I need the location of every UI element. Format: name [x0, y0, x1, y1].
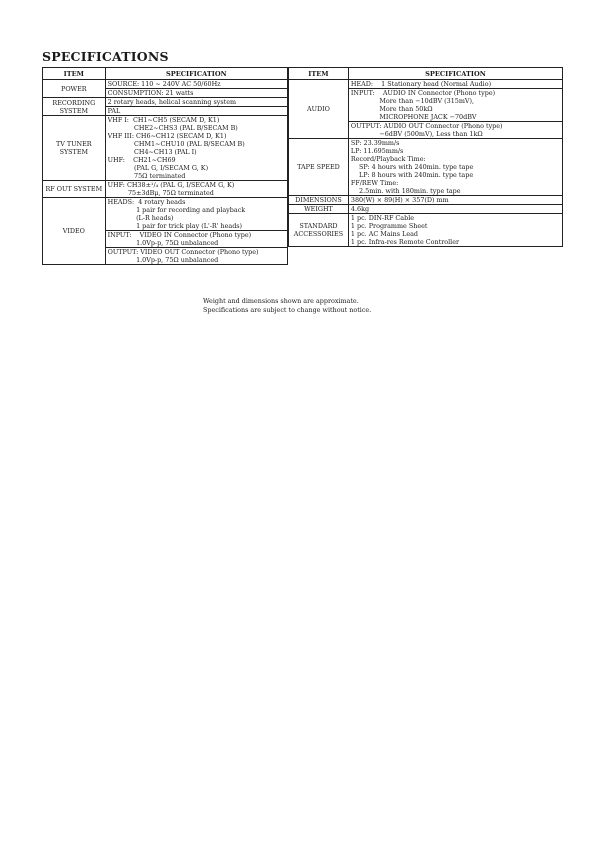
spec-line: 1 pc. Infra-res Remote Controller	[350, 238, 460, 246]
spec-line: 1 pc. AC Mains Lead	[350, 230, 419, 238]
spec-line: HEAD: 1 Stationary head (Normal Audio)	[350, 80, 492, 88]
item-cell-tape-speed: TAPE SPEED	[289, 139, 349, 196]
spec-line: INPUT: VIDEO IN Connector (Phono type)	[107, 231, 252, 239]
page-title: SPECIFICATIONS	[42, 49, 169, 64]
spec-line: UHF: CH38±¹/₄ (PAL G, I/SECAM G, K)	[107, 181, 235, 189]
footnotes	[203, 297, 371, 315]
item-cell-power: POWER	[43, 80, 106, 98]
spec-cell	[105, 181, 287, 198]
spec-line: VHF I: CH1~CH5 (SECAM D, K1)	[107, 116, 220, 124]
column-header-specification: SPECIFICATION	[348, 68, 562, 80]
spec-line: 1.0Vp-p, 75Ω unbalanced	[107, 256, 219, 264]
item-cell-weight: WEIGHT	[289, 205, 349, 214]
spec-line: 1 pair for trick play (L'-R' heads)	[107, 222, 243, 230]
spec-line: Record/Playback Time:	[350, 155, 426, 163]
footnote: Specifications are subject to change without notice.	[203, 306, 372, 314]
spec-table-left	[42, 67, 288, 265]
spec-line: (L-R heads)	[107, 214, 174, 222]
spec-line: 75Ω terminated	[107, 172, 186, 180]
table-row	[289, 80, 563, 89]
spec-cell	[348, 205, 562, 214]
spec-line: INPUT: AUDIO IN Connector (Phono type)	[350, 89, 496, 97]
spec-line: 75±3dBμ, 75Ω terminated	[107, 189, 214, 197]
spec-line: More than −10dBV (315mV),	[350, 97, 475, 105]
spec-cell	[105, 231, 287, 248]
spec-cell	[105, 198, 287, 231]
spec-line: 1.0Vp-p, 75Ω unbalanced	[107, 239, 219, 247]
column-header-item: ITEM	[43, 68, 106, 80]
spec-cell	[105, 107, 287, 116]
spec-line: SP: 23.39mm/s	[350, 139, 400, 147]
spec-cell	[348, 139, 562, 196]
table-row	[289, 196, 563, 205]
footnote: Weight and dimensions shown are approximate.	[203, 297, 359, 305]
spec-table-right	[288, 67, 563, 247]
spec-cell	[348, 80, 562, 89]
spec-line: MICROPHONE JACK −70dBV	[350, 113, 477, 121]
spec-line: CH4~CH13 (PAL I)	[107, 148, 197, 156]
table-row	[289, 214, 563, 247]
item-cell-standard-accessories: STANDARD ACCESSORIES	[289, 214, 349, 247]
spec-line: HEADS: 4 rotary heads	[107, 198, 186, 206]
spec-line: 2 rotary heads, helical scanning system	[107, 98, 237, 106]
column-header-item: ITEM	[289, 68, 349, 80]
spec-line: CHE2~CHS3 (PAL B/SECAM B)	[107, 124, 238, 132]
spec-line: 2.5min. with 180min. type tape	[350, 187, 461, 195]
spec-cell	[348, 89, 562, 122]
spec-cell	[105, 248, 287, 265]
item-cell-dimensions: DIMENSIONS	[289, 196, 349, 205]
spec-line: More than 50kΩ	[350, 105, 433, 113]
item-cell-rf-out-system: RF OUT SYSTEM	[43, 181, 106, 198]
spec-line: VHF III: CH6~CH12 (SECAM D, K1)	[107, 132, 227, 140]
item-cell-audio: AUDIO	[289, 80, 349, 139]
item-cell-recording-system: RECORDING SYSTEM	[43, 98, 106, 116]
table-row	[43, 98, 288, 107]
spec-line: UHF: CH21~CH69	[107, 156, 176, 164]
spec-line: SP: 4 hours with 240min. type tape	[350, 163, 474, 171]
spec-line: LP: 11.695mm/s	[350, 147, 404, 155]
spec-line: FF/REW Time:	[350, 179, 399, 187]
table-row	[43, 80, 288, 89]
spec-cell	[348, 122, 562, 139]
spec-line: 380(W) × 89(H) × 357(D) mm	[350, 196, 449, 204]
table-row	[43, 198, 288, 231]
spec-cell	[348, 214, 562, 247]
spec-cell	[105, 98, 287, 107]
spec-cell	[348, 196, 562, 205]
spec-cell	[105, 89, 287, 98]
spec-line: 1 pair for recording and playback	[107, 206, 246, 214]
spec-line: SOURCE: 110 ~ 240V AC 50/60Hz	[107, 80, 221, 88]
table-row	[289, 205, 563, 214]
table-row	[43, 181, 288, 198]
spec-line: 1 pc. Programme Sheet	[350, 222, 428, 230]
table-row	[289, 139, 563, 196]
spec-line: OUTPUT: AUDIO OUT Connector (Phono type)	[350, 122, 503, 130]
spec-line: PAL	[107, 107, 121, 115]
spec-cell	[105, 116, 287, 181]
spec-cell	[105, 80, 287, 89]
spec-line: LP: 8 hours with 240min. type tape	[350, 171, 474, 179]
spec-line: CHM1~CHU10 (PAL B/SECAM B)	[107, 140, 245, 148]
column-header-specification: SPECIFICATION	[105, 68, 287, 80]
spec-line: 1 pc. DIN-RF Cable	[350, 214, 415, 222]
item-cell-tv-tuner-system: TV TUNER SYSTEM	[43, 116, 106, 181]
item-cell-video: VIDEO	[43, 198, 106, 265]
spec-line: −6dBV (500mV), Less than 1kΩ	[350, 130, 483, 138]
spec-line: (PAL G, I/SECAM G, K)	[107, 164, 209, 172]
table-row	[43, 116, 288, 181]
spec-line: 4.6kg	[350, 205, 370, 213]
spec-line: OUTPUT: VIDEO OUT Connector (Phono type)	[107, 248, 259, 256]
spec-line: CONSUMPTION: 21 watts	[107, 89, 194, 97]
